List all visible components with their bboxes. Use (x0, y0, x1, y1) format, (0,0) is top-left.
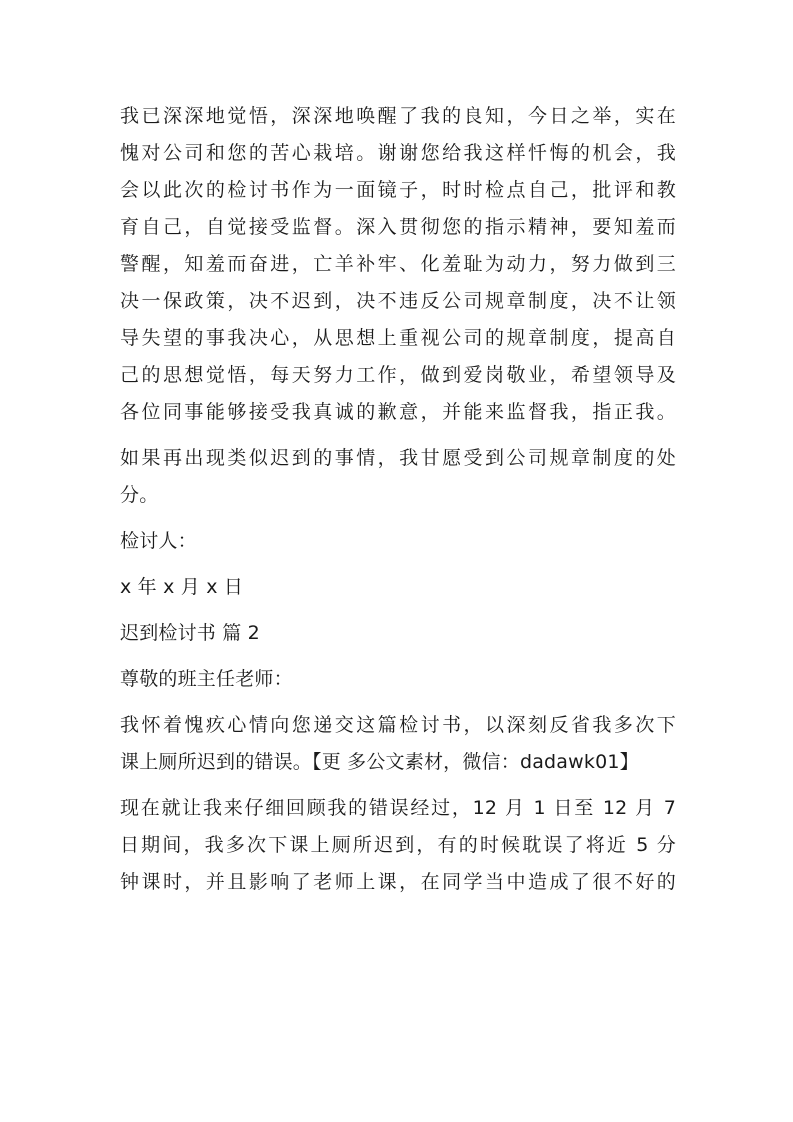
text-line: 我怀着愧疚心情向您递交这篇检讨书，以深刻反省我多次下 (120, 714, 676, 736)
paragraph-incident-review (120, 790, 676, 901)
paragraph-opening-reflection (120, 707, 676, 781)
text-line: 己的思想觉悟，每天努力工作，做到爱岗敬业，希望领导及 (120, 364, 676, 386)
paragraph-penalty-acceptance (120, 440, 676, 514)
text-line: 决一保政策，决不迟到，决不违反公司规章制度，决不让领 (120, 290, 676, 312)
text-line: 现在就让我来仔细回顾我的错误经过，12 月 1 日至 12 月 7 (120, 797, 676, 819)
text-line: 如果再出现类似迟到的事情，我甘愿受到公司规章制度的处 (120, 447, 676, 469)
text-line: 分。 (120, 484, 159, 506)
paragraph-apology-commitment (120, 98, 676, 431)
text-line: 钟课时，并且影响了老师上课，在同学当中造成了很不好的 (120, 871, 676, 893)
date-line: x 年 x 月 x 日 (120, 576, 244, 598)
text-line: 我已深深地觉悟，深深地唤醒了我的良知，今日之举，实在 (120, 105, 676, 127)
text-line: 课上厕所迟到的错误。【更 多公文素材，微信：dadawk01】 (120, 751, 639, 773)
text-line: 愧对公司和您的苦心栽培。谢谢您给我这样忏悔的机会，我 (120, 142, 676, 164)
text-line: 各位同事能够接受我真诚的歉意，并能来监督我，指正我。 (120, 401, 676, 423)
section-title: 迟到检讨书 篇 2 (120, 622, 260, 644)
text-line: 育自己，自觉接受监督。深入贯彻您的指示精神，要知羞而 (120, 216, 676, 238)
document-body (120, 98, 676, 901)
text-line: 会以此次的检讨书作为一面镜子，时时检点自己，批评和教 (120, 179, 676, 201)
salutation: 尊敬的班主任老师： (120, 668, 293, 690)
text-line: 日期间，我多次下课上厕所迟到，有的时候耽误了将近 5 分 (120, 834, 676, 856)
text-line: 导失望的事我决心，从思想上重视公司的规章制度，提高自 (120, 327, 676, 349)
text-line: 警醒，知羞而奋进，亡羊补牢、化羞耻为动力，努力做到三 (120, 253, 676, 275)
signer-label: 检讨人： (120, 530, 197, 552)
